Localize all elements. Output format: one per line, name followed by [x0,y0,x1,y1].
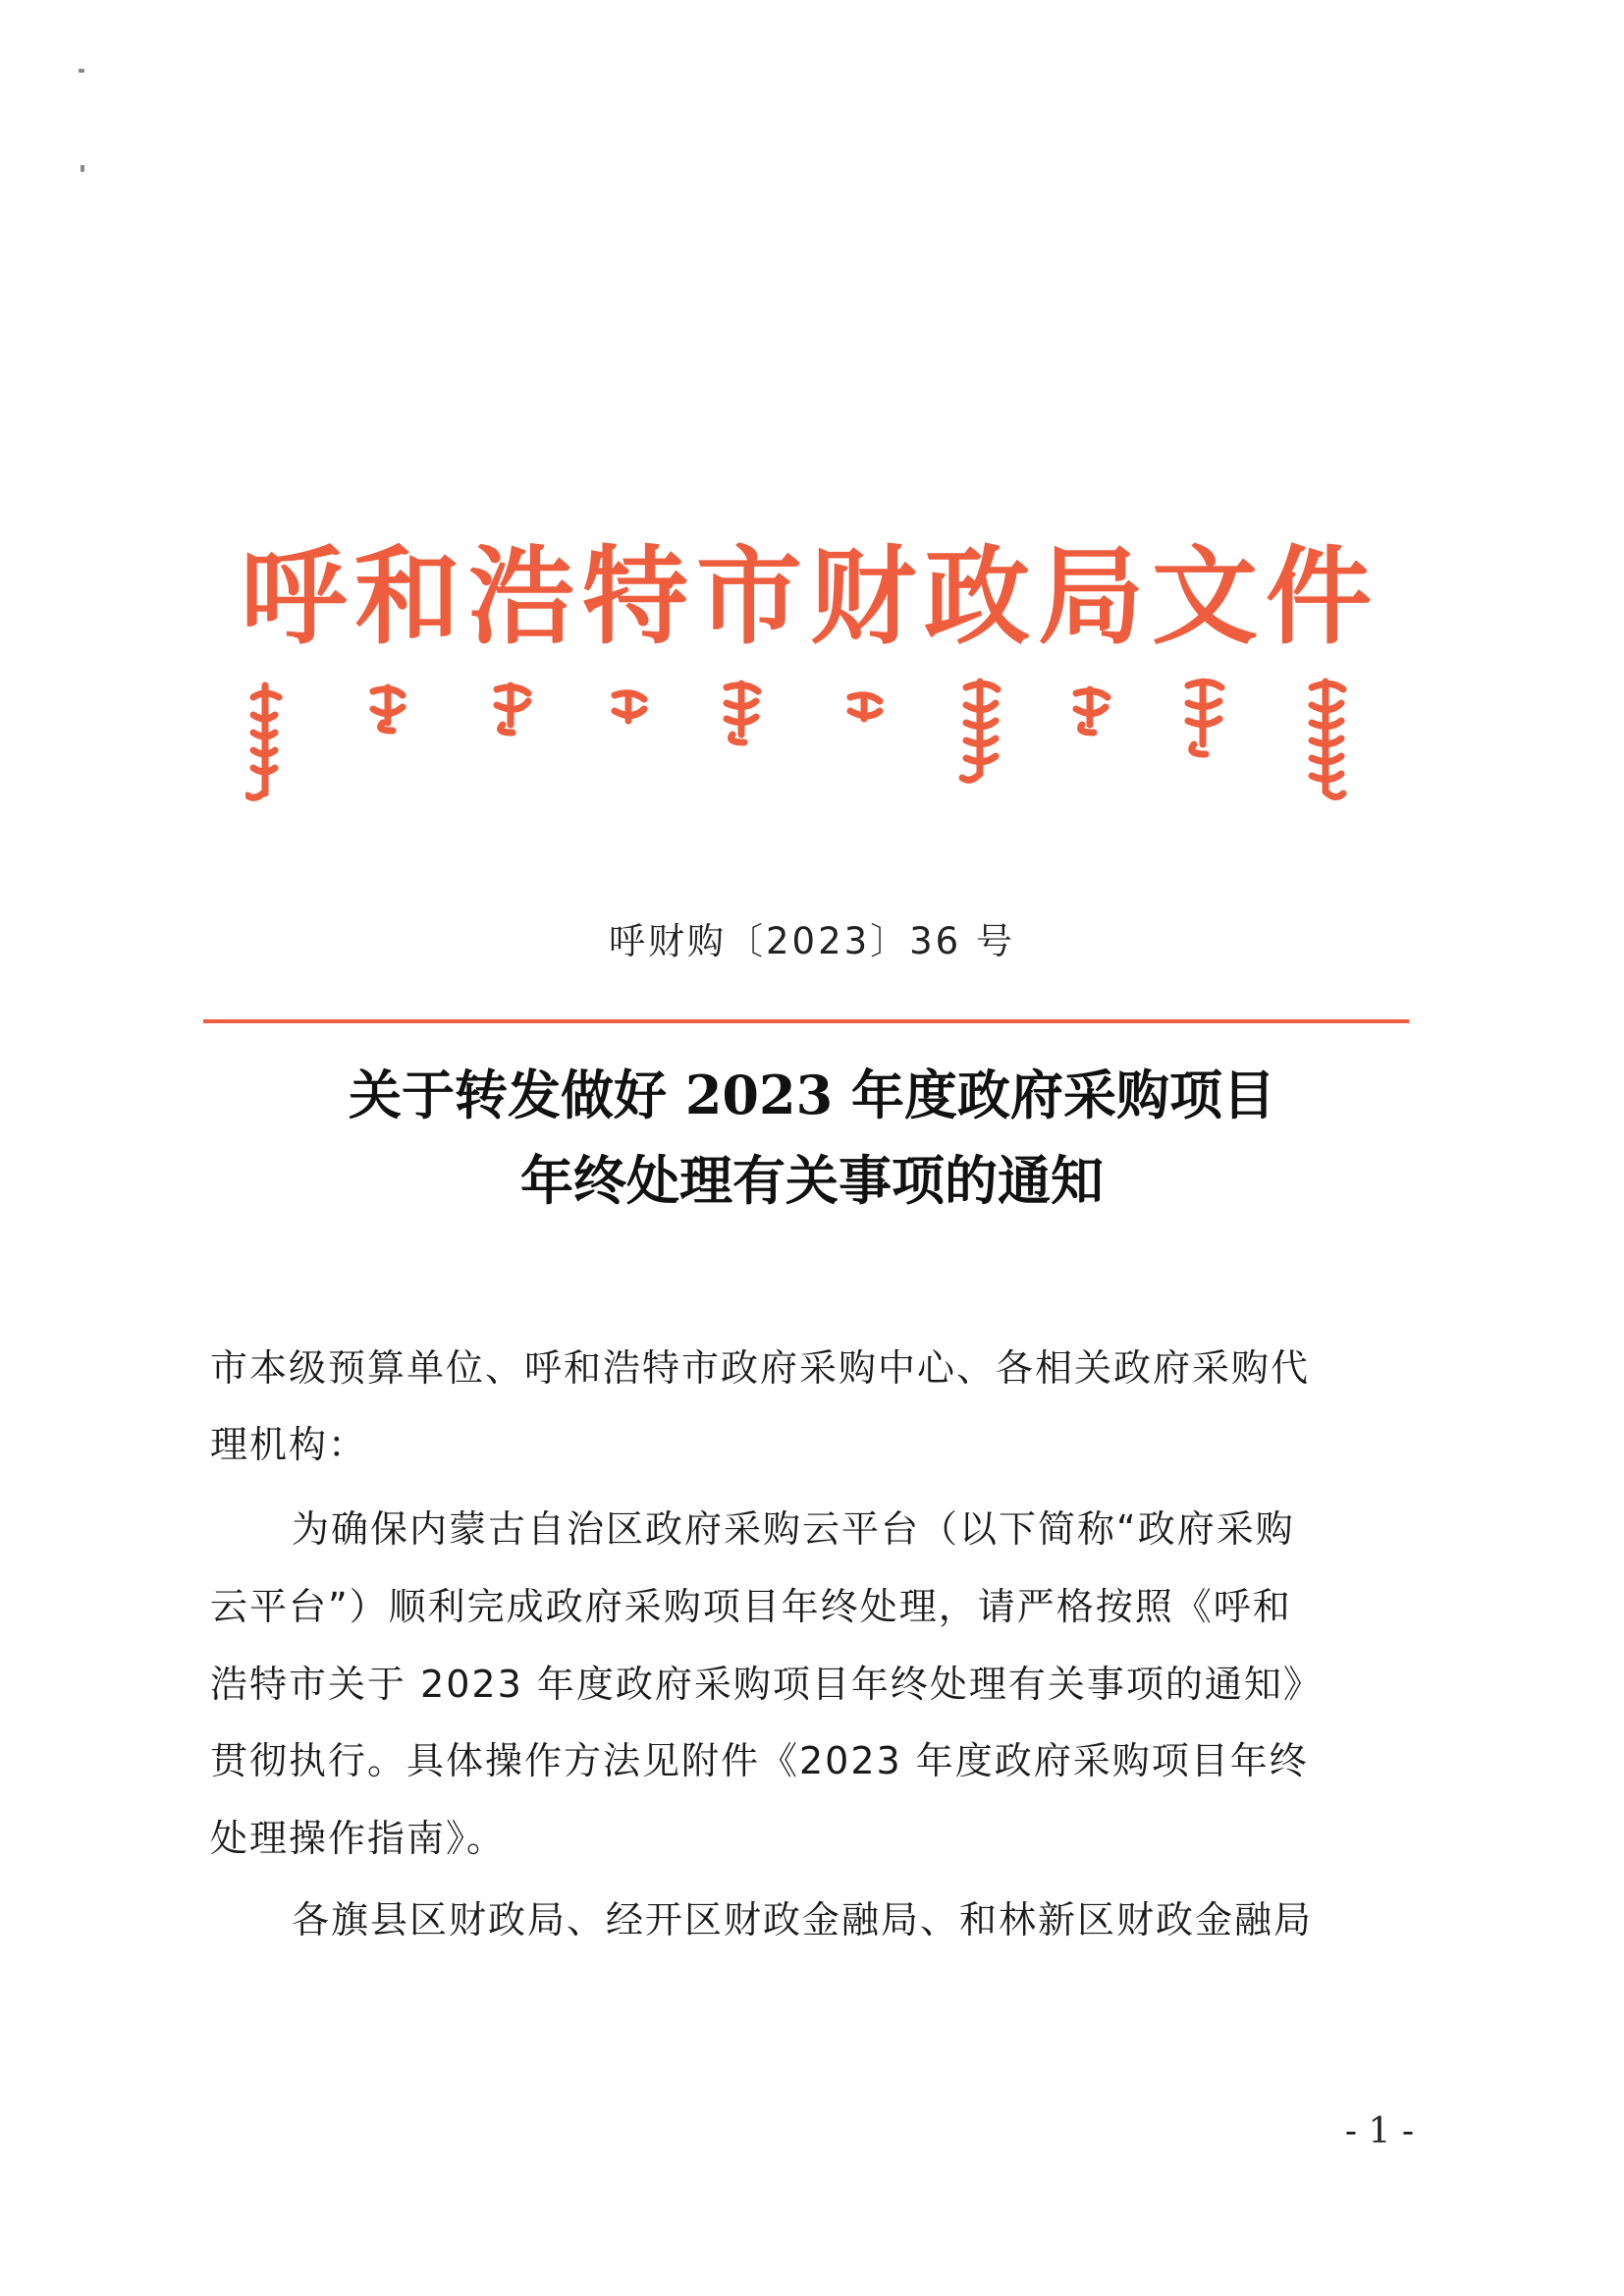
document-number: 呼财购〔2023〕36 号 [608,920,1015,962]
body-line-paragraph-1: 为确保内蒙古自治区政府采购云平台（以下简称“政府采购 [292,1507,1295,1551]
mongolian-word [727,683,758,742]
body-line-addressee-1: 市本级预算单位、呼和浩特市政府采购中心、各相关政府采购代 [210,1346,1311,1390]
body-line-addressee-2: 理机构： [210,1423,368,1466]
mongolian-word [373,687,403,731]
document-title-line-2: 年终处理有关事项的通知 [520,1149,1104,1212]
mongolian-word [1312,682,1343,797]
mongolian-word [1188,682,1221,754]
body-line-paragraph-3: 浩特市关于 2023 年度政府采购项目年终处理有关事项的通知》 [210,1663,1323,1706]
red-divider-line [203,1019,1409,1023]
mongolian-word [497,685,528,733]
mongolian-word [850,695,880,719]
issuing-authority-title: 呼和浩特市财政局文件 [240,535,1380,659]
scan-speck [81,165,84,172]
body-line-paragraph-6: 各旗县区财政局、经开区财政金融局、和林新区财政金融局 [292,1898,1314,1941]
body-line-paragraph-4: 贯彻执行。具体操作方法见附件《2023 年度政府采购项目年终 [210,1739,1309,1782]
page-number: - 1 - [1344,2111,1414,2152]
body-line-paragraph-5: 处理操作指南》。 [210,1817,507,1860]
scan-speck [79,69,84,73]
mongolian-word [962,682,998,780]
mongolian-word [1076,689,1108,733]
mongolian-word [615,693,644,721]
mongolian-script-title [245,676,1384,803]
mongolian-word [247,685,279,797]
document-title-line-1: 关于转发做好 2023 年度政府采购项目 [349,1064,1275,1126]
body-line-paragraph-2: 云平台”）顺利完成政府采购项目年终处理，请严格按照《呼和 [210,1585,1292,1628]
